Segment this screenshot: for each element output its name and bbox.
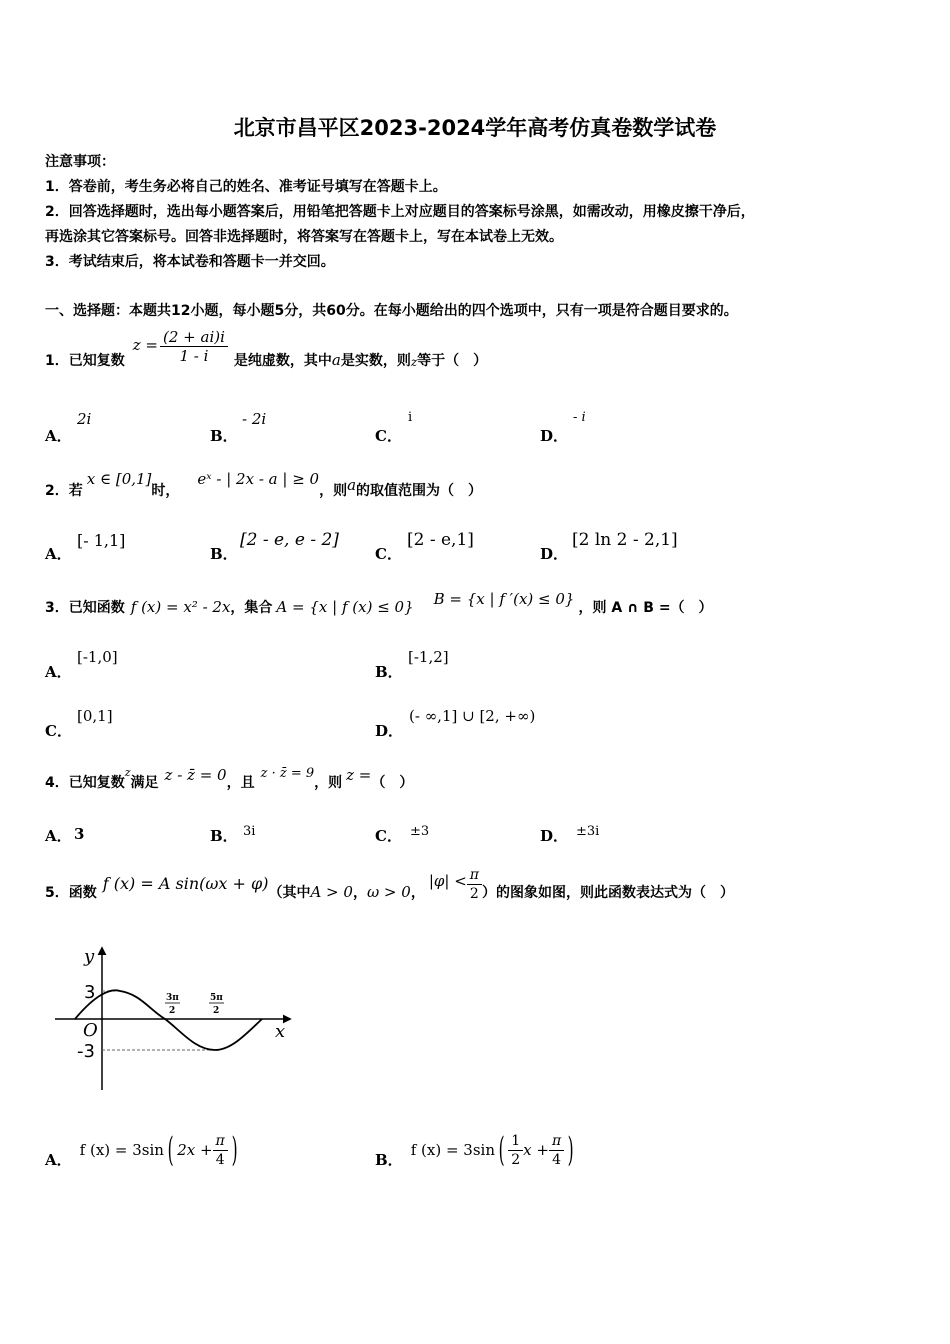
q2-opt-c-label[interactable]: C． — [375, 545, 402, 563]
y-max-label: 3 — [84, 982, 96, 1003]
q5-opt-b-4: 4 — [552, 1151, 562, 1168]
q1-denominator: 1 - i — [179, 347, 209, 365]
q3-f: f (x) = x² - 2x — [130, 598, 231, 616]
q1-numerator: (2 + ai)i — [160, 328, 228, 347]
q4-opt-d-label[interactable]: D． — [540, 827, 569, 845]
q5-opt-b-half — [508, 1132, 523, 1169]
q1-z-eq: z = — [132, 336, 158, 354]
q5-opt-a-lhs: f (x) = 3sin — [79, 1141, 164, 1159]
q5-option-a[interactable]: A． f (x) = 3sin ( 2x + $\frac{\pi}{4}$ ) — [45, 1130, 238, 1170]
q5-opt-a-4: 4 — [215, 1151, 225, 1168]
q1-mid2: 是实数，则 — [340, 353, 411, 369]
q4-opt-a-label[interactable]: A． — [45, 827, 72, 845]
q4-opt-a-value: 3 — [74, 825, 85, 843]
q4-and: ，且 — [226, 775, 255, 791]
q2-cond: x ∈ [0,1] — [86, 470, 152, 488]
q4-z: z — [124, 766, 131, 779]
q2-prefix: 2．若 — [45, 483, 83, 499]
q5-f: f (x) = A sin(ωx + φ) — [102, 874, 269, 893]
q4-end: （ ） — [371, 775, 414, 791]
question-4 — [45, 766, 413, 798]
q3-A: A = {x | f (x) ≤ 0} — [276, 598, 414, 616]
x2-num: 5π — [210, 993, 223, 1003]
note-2a: 2．回答选择题时，选出每小题答案后，用铅笔把答题卡上对应题目的答案标号涂黑，如需改动，用橡皮擦干净后， — [45, 204, 755, 220]
q4-then: ，则 — [314, 775, 343, 791]
q4-opt-d-value: ±3i — [576, 824, 600, 839]
page-title: 北京市昌平区2023-2024学年高考仿真卷数学试卷 — [233, 116, 717, 140]
q3-opt-b-value: [-1,2] — [408, 648, 449, 666]
q3-end: ，则 A ∩ B =（ ） — [578, 600, 713, 616]
q5-cond1: （其中 — [268, 885, 311, 901]
q5-comma: ， — [352, 885, 367, 901]
q5-end: ）的图象如图，则此函数表达式为（ ） — [481, 885, 734, 901]
q5-opt-b-frac — [549, 1132, 564, 1169]
question-5 — [45, 866, 734, 918]
q3-opt-a-value: [-1,0] — [77, 648, 118, 666]
q1-opt-a-label[interactable]: A． — [45, 427, 72, 445]
origin-label: O — [83, 1020, 98, 1041]
q1-opt-b-label[interactable]: B． — [210, 427, 238, 445]
x1-num: 3π — [166, 993, 179, 1003]
q5-opt-a-pi: π — [213, 1132, 228, 1151]
q1-opt-d-value: - i — [573, 410, 586, 425]
q1-mid: 是纯虚数，其中 — [233, 353, 332, 369]
q3-opt-d-value: (- ∞,1] ∪ [2, +∞) — [409, 707, 536, 725]
q1-a: a — [331, 351, 341, 369]
question-1 — [45, 328, 487, 392]
question-3 — [45, 590, 713, 624]
q5-opt-b-2: 2 — [511, 1151, 521, 1168]
q2-a: a — [347, 476, 357, 494]
q5-two: 2 — [469, 886, 479, 902]
q5-opt-b-x: x + — [523, 1141, 549, 1159]
q2-opt-c-value: [2 - e,1] — [407, 530, 474, 550]
q5-option-b[interactable]: B． f (x) = 3sin ( $\frac{1}{2}$ x + $\frac{\pi}{4}$ ) — [375, 1130, 574, 1170]
q5-opt-a-frac — [213, 1132, 228, 1169]
note-2b: 再选涂其它答案标号。回答非选择题时，将答案写在答题卡上，写在本试卷上无效。 — [45, 229, 563, 245]
y-min-label: -3 — [77, 1041, 95, 1062]
q2-end: 的取值范围为（ ） — [356, 483, 483, 499]
q5-w0: ω > 0 — [366, 883, 411, 901]
q5-opt-b-1: 1 — [508, 1132, 523, 1151]
q3-opt-b-label[interactable]: B． — [375, 663, 403, 681]
q5-opt-b-pi: π — [549, 1132, 564, 1151]
q2-opt-a-value: [- 1,1] — [77, 531, 126, 550]
section-heading: 一、选择题：本题共12小题，每小题5分，共60分。在每小题给出的四个选项中，只有一项是符合题目要求的。 — [45, 303, 738, 319]
q1-opt-d-label[interactable]: D． — [540, 427, 569, 445]
q3-B: B = {x | f ′(x) ≤ 0} — [433, 590, 575, 608]
q5-phi: |φ| < — [428, 872, 467, 890]
q3-prefix: 3．已知函数 — [45, 600, 125, 616]
q1-opt-a-value: 2i — [77, 410, 92, 428]
q5-opt-b-lhs: f (x) = 3sin — [410, 1141, 495, 1159]
y-label: y — [84, 946, 95, 967]
q1-prefix: 1．已知复数 — [45, 353, 125, 369]
x2-den: 2 — [213, 1006, 220, 1016]
q1-fraction — [160, 328, 228, 365]
note-3: 3．考试结束后，将本试卷和答题卡一并交回。 — [45, 254, 335, 270]
q1-opt-b-value: - 2i — [242, 410, 267, 428]
q3-opt-c-label[interactable]: C． — [45, 722, 72, 740]
q3-opt-d-label[interactable]: D． — [375, 722, 404, 740]
q2-opt-d-label[interactable]: D． — [540, 545, 569, 563]
q4-zeq: z = — [346, 766, 372, 784]
q2-then: ，则 — [319, 483, 348, 499]
q4-cond1: z - z̄ = 0 — [164, 766, 227, 784]
q5-pi: π — [467, 866, 482, 885]
q5-pi-half — [467, 866, 482, 903]
q2-opt-a-label[interactable]: A． — [45, 545, 72, 563]
q4-opt-c-value: ±3 — [410, 824, 430, 839]
q4-opt-b-value: 3i — [243, 824, 256, 839]
question-2 — [45, 470, 482, 510]
q3-set: ，集合 — [230, 600, 273, 616]
q2-opt-b-value: [2 - e, e - 2] — [240, 530, 339, 550]
q2-ineq: eˣ - | 2x - a | ≥ 0 — [197, 470, 320, 488]
q1-opt-c-label[interactable]: C． — [375, 427, 402, 445]
sine-graph — [50, 940, 300, 1095]
q2-shi: 时， — [151, 483, 180, 499]
q2-opt-d-value: [2 ln 2 - 2,1] — [572, 530, 678, 550]
q2-opt-b-label[interactable]: B． — [210, 545, 238, 563]
q5-A0: A > 0 — [310, 883, 353, 901]
q5-opt-a-label: A． — [45, 1150, 72, 1169]
q1-opt-c-value: i — [408, 410, 413, 425]
x1-den: 2 — [169, 1006, 176, 1016]
q4-sat: 满足 — [130, 775, 159, 791]
q5-opt-b-label: B． — [375, 1150, 403, 1169]
q4-opt-c-label[interactable]: C． — [375, 827, 402, 845]
q4-cond2: z · z̄ = 9 — [260, 766, 315, 781]
q4-opt-b-label[interactable]: B． — [210, 827, 238, 845]
q1-z: z — [410, 355, 418, 369]
q3-opt-a-label[interactable]: A． — [45, 663, 72, 681]
q5-prefix: 5．函数 — [45, 885, 97, 901]
q5-opt-a-in: 2x + — [177, 1141, 213, 1159]
q4-prefix: 4．已知复数 — [45, 775, 125, 791]
notes-heading: 注意事项： — [45, 154, 115, 170]
q5-comma2: ， — [410, 885, 425, 901]
q3-opt-c-value: [0,1] — [77, 707, 113, 725]
q1-end: 等于（ ） — [417, 353, 488, 369]
note-1: 1．答卷前，考生务必将自己的姓名、准考证号填写在答题卡上。 — [45, 179, 447, 195]
x-label: x — [275, 1021, 286, 1042]
